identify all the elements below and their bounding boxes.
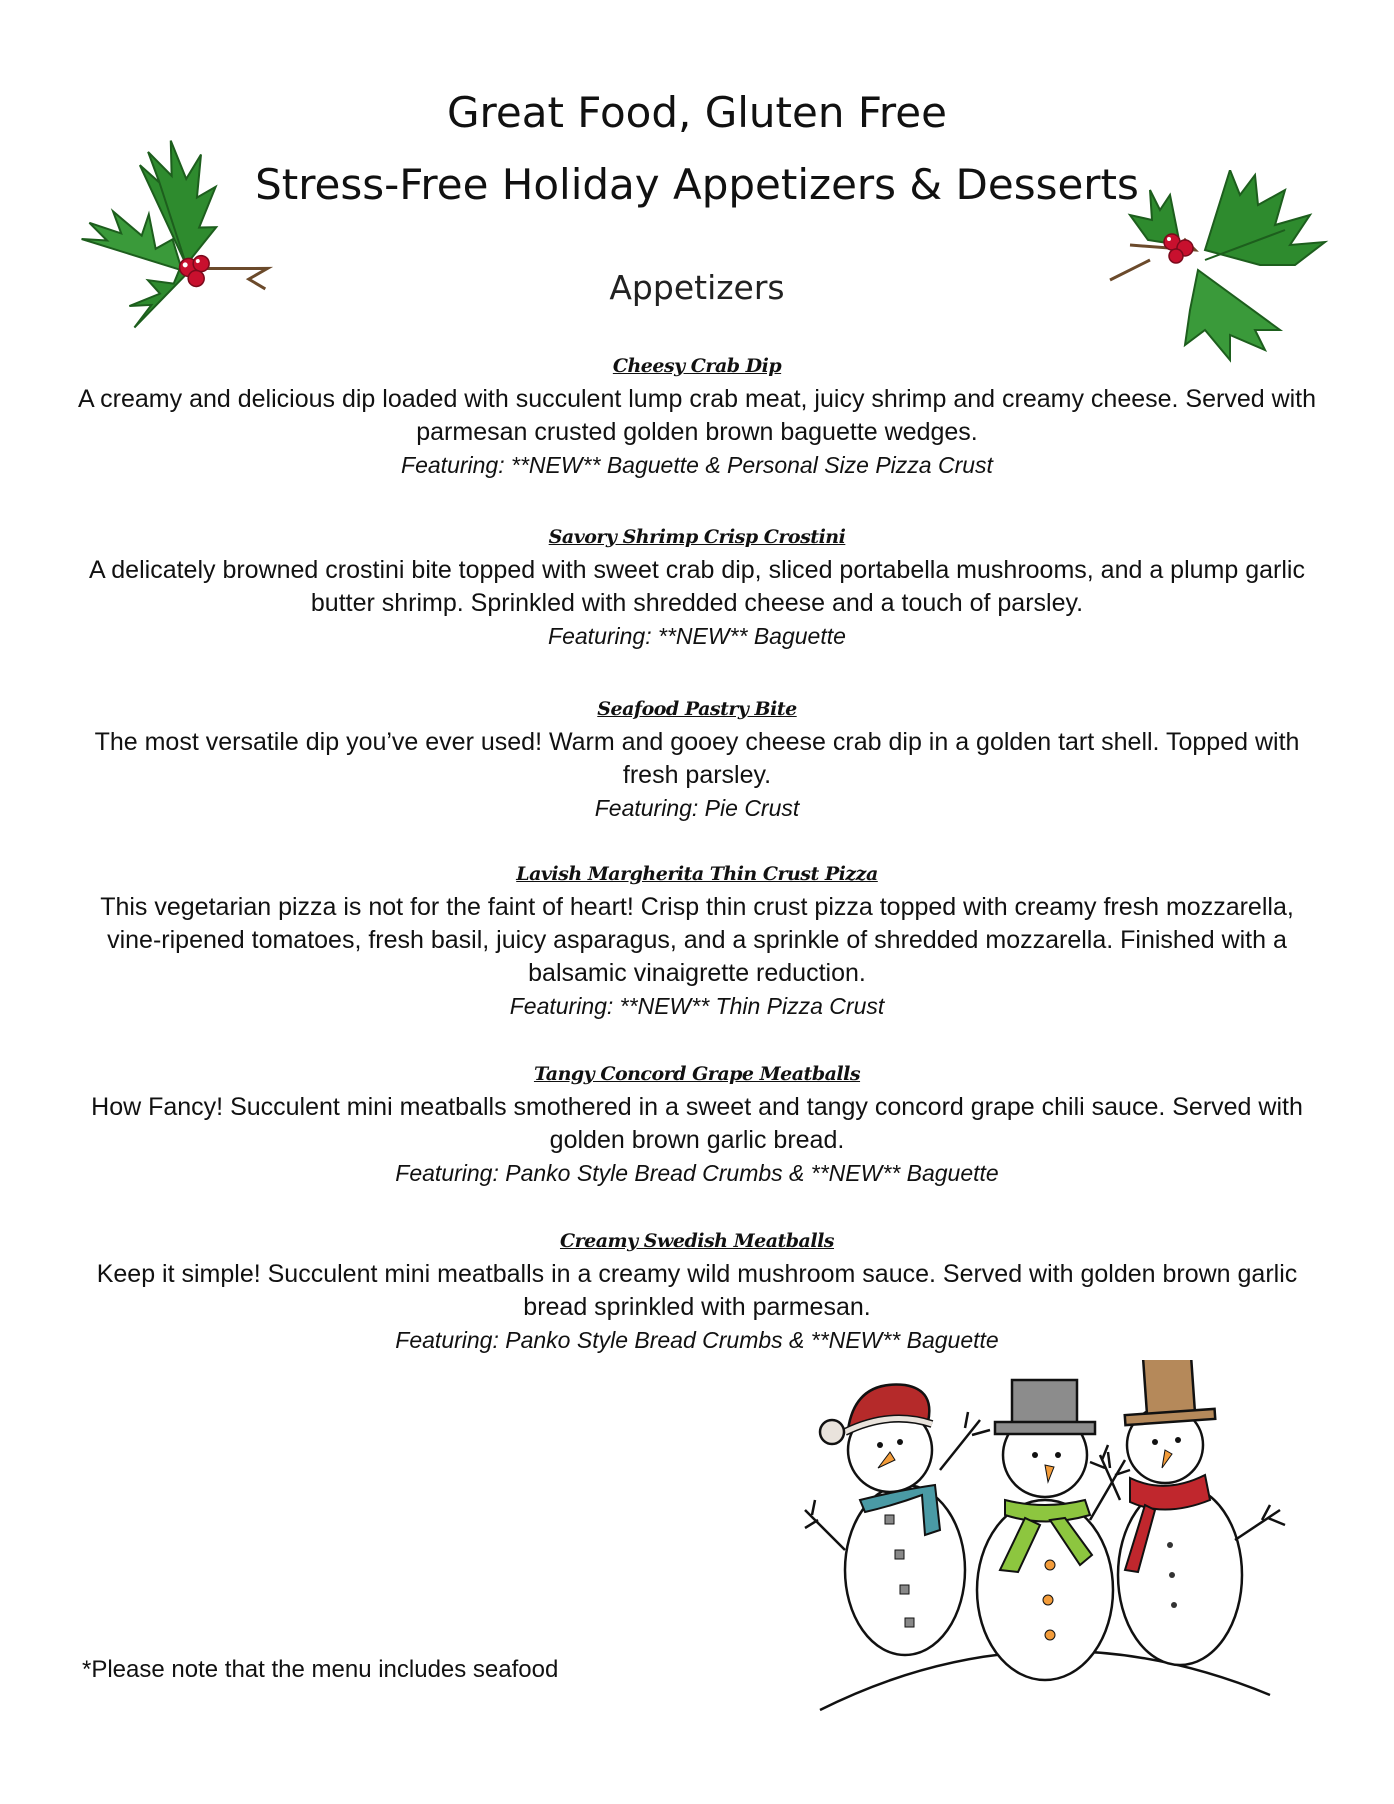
- menu-item-description: A creamy and delicious dip loaded with succulent lump crab meat, juicy shrimp and creamy cheese. Served with parmesan crusted golden brown baguette wedges.: [77, 385, 1317, 446]
- menu-item-featuring: Featuring: Pie Crust: [594, 795, 800, 821]
- seafood-footnote: *Please note that the menu includes seafood: [82, 1656, 559, 1683]
- snowmen-icon: [800, 1360, 1290, 1720]
- menu-item: [70, 1063, 1324, 1190]
- menu-item-description: A delicately browned crostini bite topped with sweet crab dip, sliced portabella mushrooms, and a plump garlic butter shrimp. Sprinkled with shredded cheese and a touch of parsley.: [89, 556, 1305, 617]
- menu-item: [70, 355, 1324, 482]
- page-title-line2: Stress-Free Holiday Appetizers & Desserts: [255, 160, 1139, 209]
- menu-item-featuring: Featuring: Panko Style Bread Crumbs & **NEW** Baguette: [395, 1160, 999, 1186]
- menu-item: [70, 1230, 1324, 1357]
- menu-item: [70, 526, 1324, 653]
- menu-item-description: Keep it simple! Succulent mini meatballs in a creamy wild mushroom sauce. Served with golden brown garlic bread sprinkled with parmesan.: [96, 1260, 1298, 1321]
- menu-item-name: Creamy Swedish Meatballs: [559, 1230, 835, 1252]
- menu-item-description: This vegetarian pizza is not for the faint of heart! Crisp thin crust pizza topped with creamy fresh mozzarella, vine-ripened tomatoes, fresh basil, juicy asparagus, and a sprinkle of shredded mozzarella. Finished with a balsamic vinaigrette reduction.: [100, 893, 1294, 987]
- menu-item-description: The most versatile dip you’ve ever used! Warm and gooey cheese crab dip in a golden tart shell. Topped with fresh parsley.: [94, 728, 1300, 789]
- holly-left-icon: [62, 130, 302, 340]
- section-title-appetizers: Appetizers: [609, 268, 785, 307]
- menu-item-description: How Fancy! Succulent mini meatballs smothered in a sweet and tangy concord grape chili sauce. Served with golden brown garlic bread.: [91, 1093, 1303, 1154]
- menu-item-featuring: Featuring: **NEW** Baguette & Personal Size Pizza Crust: [401, 452, 993, 478]
- menu-item-name: Savory Shrimp Crisp Crostini: [548, 526, 846, 548]
- menu-item-name: Lavish Margherita Thin Crust Pizza: [516, 863, 878, 885]
- menu-item: [70, 698, 1324, 825]
- menu-item-name: Seafood Pastry Bite: [597, 698, 797, 720]
- page-title-line1: Great Food, Gluten Free: [447, 88, 947, 137]
- menu-item-name: Cheesy Crab Dip: [612, 355, 782, 377]
- menu-item-name: Tangy Concord Grape Meatballs: [533, 1063, 861, 1085]
- menu-item-featuring: Featuring: **NEW** Baguette: [548, 623, 846, 649]
- menu-item-featuring: Featuring: **NEW** Thin Pizza Crust: [509, 993, 885, 1019]
- menu-item-featuring: Featuring: Panko Style Bread Crumbs & **NEW** Baguette: [395, 1327, 999, 1353]
- menu-item: [70, 863, 1324, 1023]
